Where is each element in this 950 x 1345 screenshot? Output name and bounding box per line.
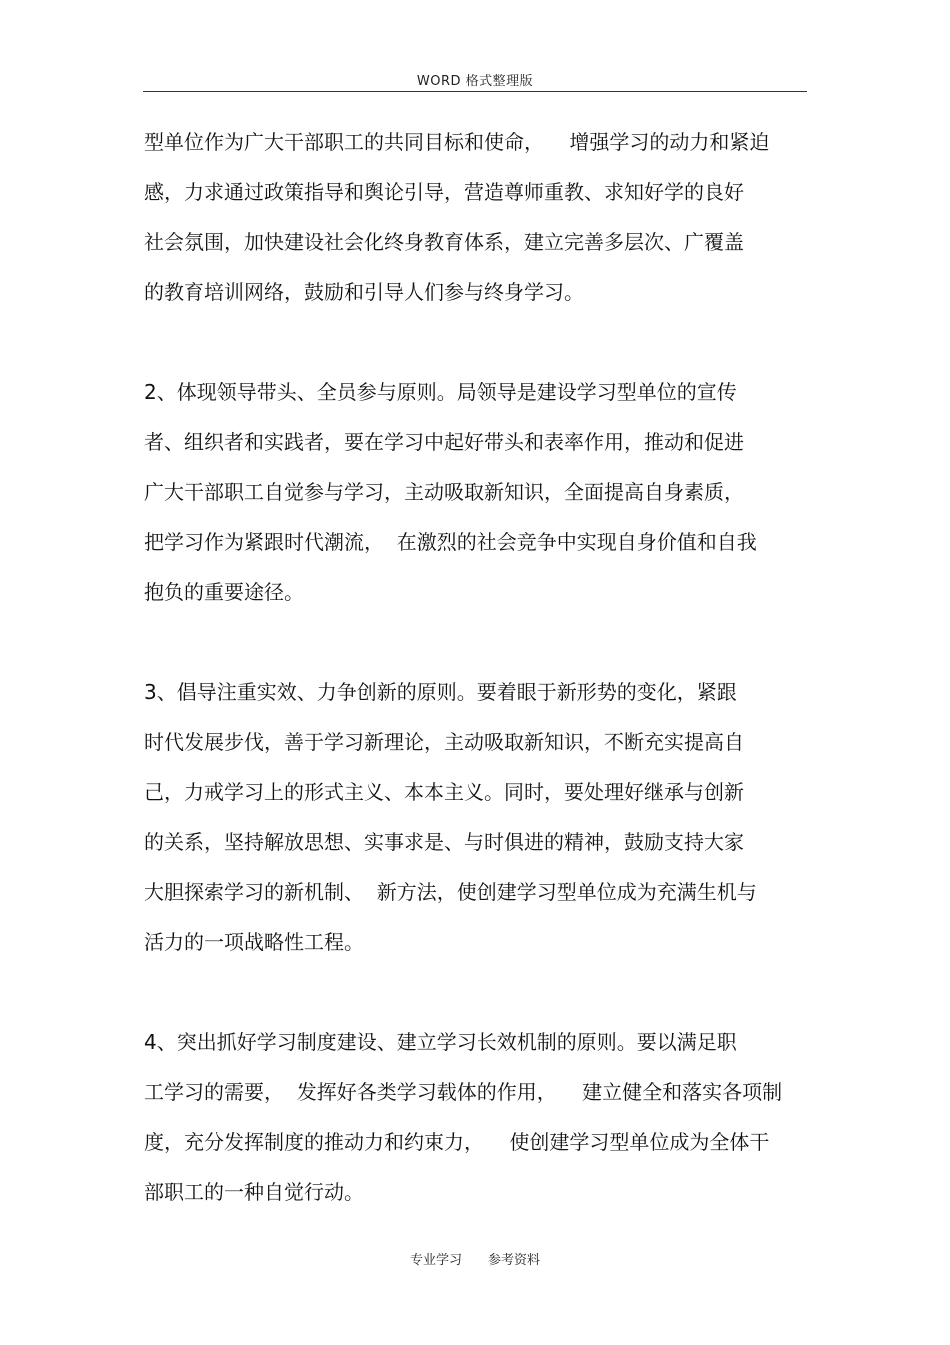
- text-line: 时代发展步伐，善于学习新理论，主动吸取新知识，不断充实提高自: [144, 730, 744, 754]
- text-line: 度，充分发挥制度的推动力和约束力， 使创建学习型单位成为全体干: [144, 1130, 770, 1154]
- footer-right-text: 参考资料: [488, 1253, 541, 1268]
- text-line: 4、突出抓好学习制度建设、建立学习长效机制的原则。要以满足职: [144, 1030, 737, 1054]
- text-line: 型单位作为广大干部职工的共同目标和使命， 增强学习的动力和紧迫: [144, 130, 770, 154]
- page-footer: [0, 1249, 950, 1268]
- header-title: WORD 格式整理版: [416, 74, 534, 89]
- paragraph: [144, 1017, 804, 1217]
- header-divider: [143, 91, 807, 92]
- paragraph-spacer: [144, 967, 804, 1017]
- text-line: 的关系，坚持解放思想、实事求是、与时俱进的精神，鼓励支持大家: [144, 830, 744, 854]
- paragraph-spacer: [144, 617, 804, 667]
- paragraph: [144, 117, 804, 317]
- page-header: [0, 70, 950, 89]
- text-line: 的教育培训网络，鼓励和引导人们参与终身学习。: [144, 280, 584, 304]
- text-line: 把学习作为紧跟时代潮流， 在激烈的社会竞争中实现自身价值和自我: [144, 530, 757, 554]
- text-line: 工学习的需要， 发挥好各类学习载体的作用， 建立健全和落实各项制: [144, 1080, 783, 1104]
- text-line: 抱负的重要途径。: [144, 580, 304, 604]
- text-line: 广大干部职工自觉参与学习，主动吸取新知识，全面提高自身素质，: [144, 480, 744, 504]
- footer-left-text: 专业学习: [409, 1253, 462, 1268]
- text-line: 社会氛围，加快建设社会化终身教育体系，建立完善多层次、广覆盖: [144, 230, 744, 254]
- paragraph: [144, 367, 804, 617]
- text-line: 2、体现领导带头、全员参与原则。局领导是建设学习型单位的宣传: [144, 380, 737, 404]
- text-line: 3、倡导注重实效、力争创新的原则。要着眼于新形势的变化，紧跟: [144, 680, 737, 704]
- text-line: 部职工的一种自觉行动。: [144, 1180, 364, 1204]
- text-line: 者、组织者和实践者，要在学习中起好带头和表率作用，推动和促进: [144, 430, 744, 454]
- text-line: 大胆探索学习的新机制、 新方法，使创建学习型单位成为充满生机与: [144, 880, 757, 904]
- text-line: 己，力戒学习上的形式主义、本本主义。同时，要处理好继承与创新: [144, 780, 744, 804]
- paragraph: [144, 667, 804, 967]
- paragraph-spacer: [144, 317, 804, 367]
- document-body: [144, 117, 804, 1217]
- text-line: 活力的一项战略性工程。: [144, 930, 364, 954]
- text-line: 感，力求通过政策指导和舆论引导，营造尊师重教、求知好学的良好: [144, 180, 744, 204]
